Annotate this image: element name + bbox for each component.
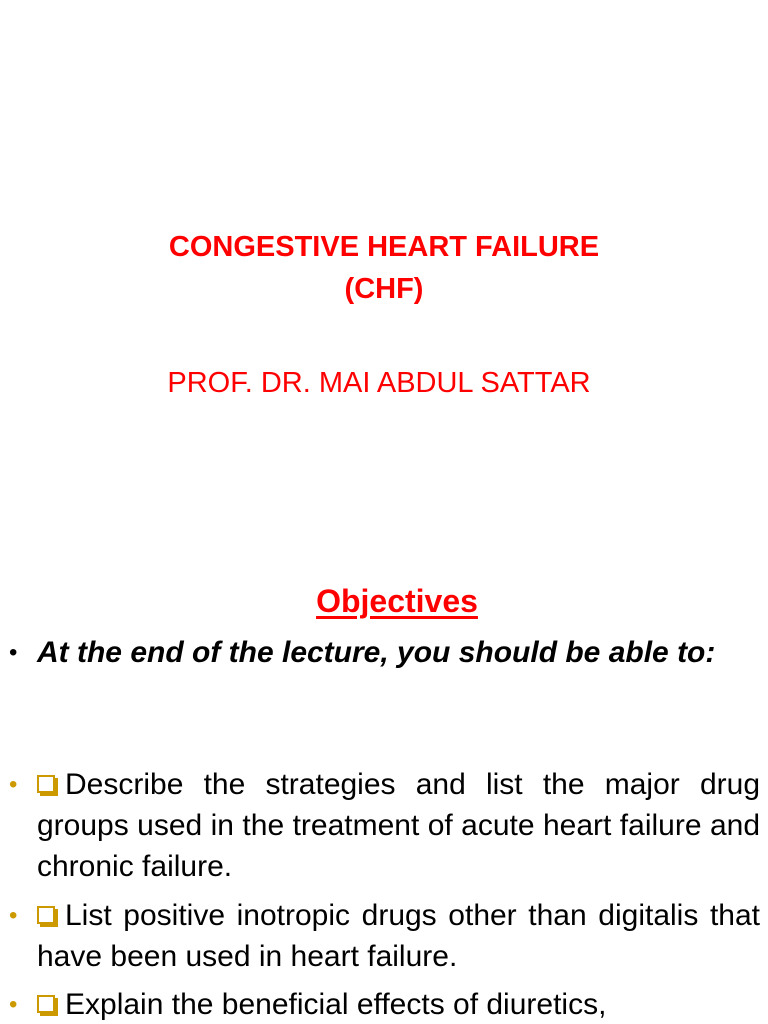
objective-text [37,895,760,977]
bullet-dot-icon: • [9,991,18,1018]
lecture-author: PROF. DR. MAI ABDUL SATTAR [167,367,591,399]
lecture-title-line-1: CONGESTIVE HEART FAILURE [168,231,600,263]
intro-text: At the end of the lecture, you should be able to: [37,636,716,669]
checkbox-bullet-icon [37,995,55,1013]
bullet-dot-icon: • [9,771,18,798]
bullet-dot-icon: • [9,639,18,666]
objective-text [37,984,760,1024]
objective-label: Describe the strategies and list the major drug groups used in the treatment of acute heart failure and chronic failure. [37,768,760,883]
bullet-dot-icon: • [9,902,18,929]
lecture-title-line-2: (CHF) [344,273,424,305]
checkbox-bullet-icon [37,906,55,924]
lecture-title [0,226,768,310]
objective-label: Explain the beneficial effects of diuretics, [65,988,607,1021]
checkbox-bullet-icon [37,775,55,793]
objective-label: List positive inotropic drugs other than digitalis that have been used in heart failure. [37,899,760,973]
objectives-heading: Objectives [316,583,478,619]
objective-text [37,764,760,887]
objectives-slide [0,512,768,1024]
